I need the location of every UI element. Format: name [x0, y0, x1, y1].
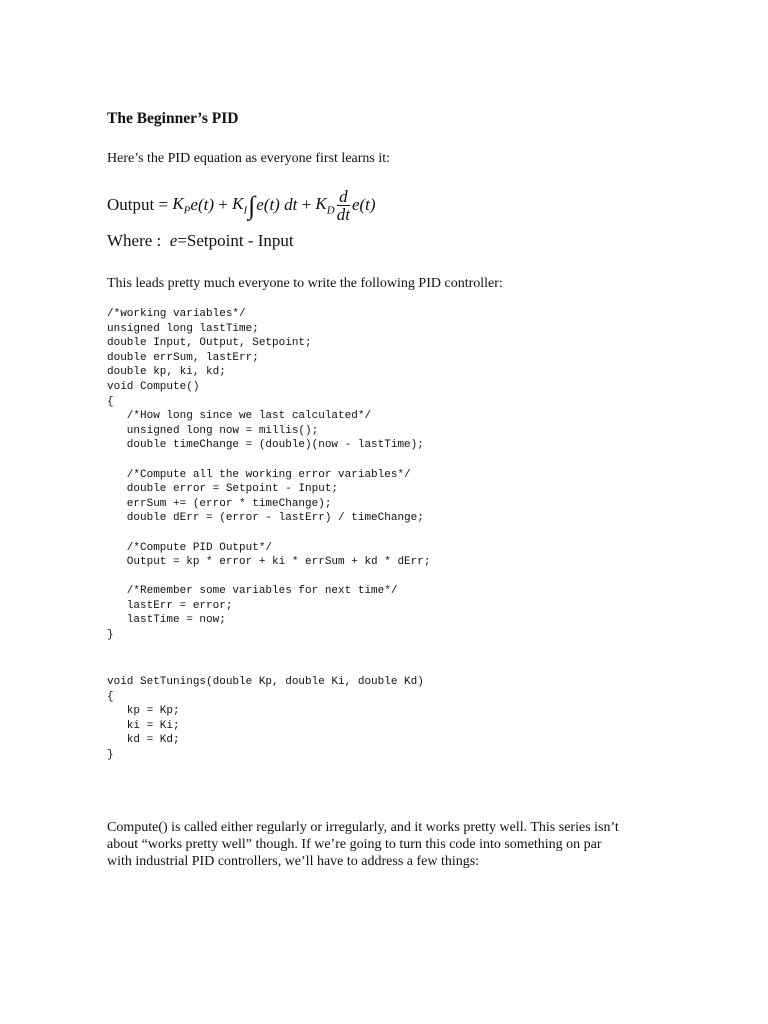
where-label: Where :: [107, 231, 162, 250]
eq-plus-1: +: [218, 195, 228, 214]
intro-paragraph: Here’s the PID equation as everyone first learns it:: [107, 151, 391, 166]
derivative-denominator: dt: [336, 204, 350, 224]
where-rhs: =Setpoint - Input: [177, 231, 294, 250]
eq-output-label: Output: [107, 195, 155, 214]
derivative-numerator: d: [339, 186, 348, 206]
eq-derivative-term: e(t): [351, 195, 376, 214]
code-block-compute: /*working variables*/ unsigned long lastTime; double Input, Output, Setpoint; double errSum, lastErr; double kp, ki, kd; void Compute() { /*How long since we last calculated*/ unsigned long now = millis(); double timeChange = (double)(now - lastTime); /*Compute all the working error variables*/ double error = Setpoint - Input; errSum += (error * timeChange); double dErr = (error - lastErr) / timeChange; /*Compute PID Output*/ Output = kp * error + ki * errSum + kd * dErr; /*Remember some variables for next time*/ lastErr = error; lastTime = now; }: [107, 308, 431, 642]
eq-error-term: e(t): [190, 195, 214, 214]
closing-line: with industrial PID controllers, we’ll have to address a few things:: [107, 854, 480, 869]
integral-symbol: ∫: [248, 191, 256, 220]
lead-paragraph: This leads pretty much everyone to write the following PID controller:: [107, 276, 503, 291]
closing-line: Compute() is called either regularly or irregularly, and it works pretty well. This series isn’t: [107, 820, 619, 835]
derivative-fraction: [337, 188, 350, 223]
page-title: The Beginner’s PID: [107, 110, 239, 127]
eq-ki: $K_I$: [232, 193, 248, 217]
closing-line: about “works pretty well” though. If we’re going to turn this code into something on par: [107, 837, 602, 852]
code-block-settunings: void SetTunings(double Kp, double Ki, double Kd) { kp = Kp; ki = Ki; kd = Kd; }: [107, 676, 424, 761]
pid-equation-where: [107, 231, 294, 251]
pid-equation-formula: [107, 183, 376, 227]
where-e: e: [169, 231, 178, 250]
eq-plus-2: +: [301, 195, 312, 214]
closing-paragraph: [107, 819, 667, 870]
eq-integral-term: e(t) dt: [256, 195, 298, 214]
eq-kd: $K_D$: [315, 193, 335, 217]
eq-equals: =: [158, 195, 169, 214]
eq-kp: $K_P$: [172, 193, 191, 217]
